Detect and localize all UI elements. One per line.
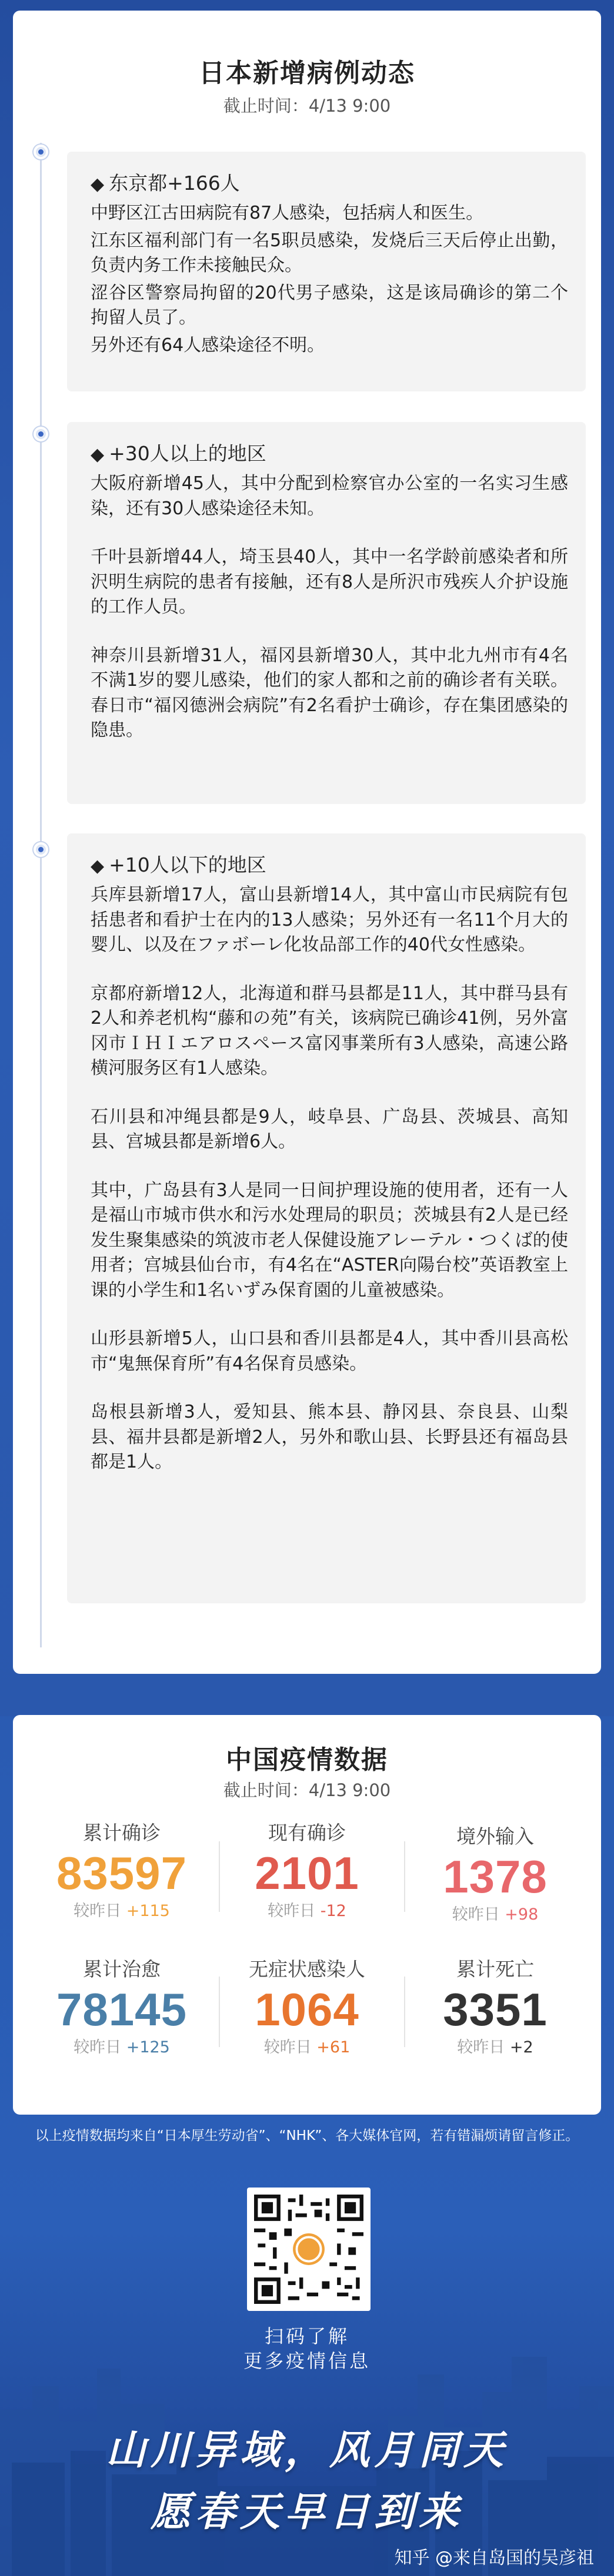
section-paragraph: 山形县新增5人，山口县和香川县都是4人，其中香川县高松市“鬼無保育所”有4名保育员感染。 <box>91 1328 568 1374</box>
stat-label: 累计死亡 <box>456 1958 534 1981</box>
stat-value: 2101 <box>255 1847 359 1899</box>
watermark-text: 知乎 @来自岛国的吴彦祖 <box>394 2548 594 2568</box>
stat-delta: 较昨日 +98 <box>452 1905 539 1924</box>
qr-caption-line1: 扫码了解 <box>264 2325 349 2347</box>
stat-label: 累计确诊 <box>83 1821 161 1844</box>
section-heading-text: +10人以下的地区 <box>109 853 266 876</box>
section-heading-text: 东京都+166人 <box>109 172 240 195</box>
stat-cumulative-confirmed <box>25 1820 219 1923</box>
diamond-bullet-icon: ◆ <box>91 856 105 876</box>
stat-delta: 较昨日 +115 <box>74 1902 170 1920</box>
stat-delta-value: +2 <box>509 2038 533 2056</box>
stat-delta-value: +115 <box>126 1902 170 1920</box>
stat-label: 无症状感染人 <box>249 1958 365 1981</box>
timeline-dot-icon <box>34 842 48 857</box>
data-source-disclaimer: 以上疫情数据均来自“日本厚生劳动省”、“NHK”、各大媒体官网，若有错漏烦请留言修正。 <box>35 2128 579 2143</box>
section-paragraph: 其中，广岛县有3人是同一日间护理设施的使用者，还有一人是福山市城市供水和污水处理局的职员；茨城县有2人是已经发生聚集感染的筑波市老人保健设施アレーテル・つくば的使用者；宫城县仙台市，有4名在“ASTER向陽台校”英语教室上课的小学生和1名いずみ保育園的儿童被感染。 <box>91 1180 568 1301</box>
stat-value: 83597 <box>56 1847 187 1899</box>
qr-code-icon <box>254 2195 363 2304</box>
timeline-dot-icon <box>34 427 48 441</box>
stat-label: 境外输入 <box>456 1825 534 1848</box>
japan-card-cutoff: 截止时间：4/13 9:00 <box>223 96 391 116</box>
qr-code[interactable] <box>247 2188 371 2311</box>
slogan-line1: 山川异域，风月同天 <box>105 2427 508 2474</box>
section-paragraph: 涩谷区警察局拘留的20代男子感染，这是该局确诊的第二个拘留人员了。 <box>91 282 568 328</box>
japan-cases-card <box>13 11 601 1674</box>
section-paragraph: 京都府新增12人，北海道和群马县都是11人，其中群马县有2人和养老机构“藤和の苑”有关，该病院已确诊41例，另外富冈市ＩＨＩエアロスペース富冈事業所有3人感染，高速公路横河服务区有1人感染。 <box>91 983 568 1078</box>
stat-value: 3351 <box>443 1984 548 2035</box>
section-paragraph: 神奈川县新增31人，福冈县新增30人，其中北九州市有4名不满1岁的婴儿感染，他们的家人都和之前的确诊者有关联。春日市“福冈德洲会病院”有2名看护士确诊，存在集团感染的隐患。 <box>91 645 568 741</box>
japan-card-title: 日本新增病例动态 <box>199 58 415 88</box>
section-paragraph: 岛根县新增3人，爱知县、熊本县、静冈县、奈良县、山梨县、福井县都是新增2人，另外和歌山县、长野县还有福岛县都是1人。 <box>91 1402 568 1472</box>
stat-imported <box>398 1823 592 1927</box>
section-over-30 <box>67 422 586 804</box>
stat-delta: 较昨日 +2 <box>457 2038 533 2056</box>
diamond-bullet-icon: ◆ <box>91 444 105 465</box>
section-paragraph: 大阪府新增45人，其中分配到检察官办公室的一名实习生感染，还有30人感染途径未知。 <box>91 473 568 519</box>
china-card-cutoff: 截止时间：4/13 9:00 <box>223 1780 391 1800</box>
qr-caption-line2: 更多疫情信息 <box>243 2350 371 2372</box>
stat-value: 78145 <box>56 1984 187 2035</box>
stat-delta: 较昨日 +125 <box>74 2038 170 2056</box>
stat-delta: 较昨日 -12 <box>268 1902 346 1920</box>
stat-label: 现有确诊 <box>268 1821 346 1844</box>
section-heading <box>91 852 568 879</box>
section-paragraph: 中野区江古田病院有87人感染，包括病人和医生。 <box>91 203 484 223</box>
stat-delta-value: -12 <box>320 1902 346 1920</box>
section-under-10 <box>67 833 586 1603</box>
stat-delta-value: +125 <box>126 2038 170 2056</box>
section-heading-text: +30人以上的地区 <box>109 442 266 465</box>
diamond-bullet-icon: ◆ <box>91 174 105 195</box>
stat-cumulative-cured <box>25 1956 219 2059</box>
section-tokyo <box>67 152 586 391</box>
timeline-line <box>40 143 42 1647</box>
stat-value: 1064 <box>255 1984 359 2035</box>
section-paragraph: 江东区福利部门有一名5职员感染，发烧后三天后停止出勤，负责内务工作未接触民众。 <box>91 230 568 276</box>
slogan-line2: 愿春天早日到来 <box>150 2488 463 2535</box>
section-paragraph: 兵库县新增17人，富山县新增14人，其中富山市民病院有包括患者和看护士在内的13人感染；另外还有一名11个月大的婴儿、以及在ファボーレ化妆品部工作的40代女性感染。 <box>91 885 568 955</box>
section-paragraph: 千叶县新增44人，埼玉县40人，其中一名学龄前感染者和所沢明生病院的患者有接触，还有8人是所沢市残疾人介护设施的工作人员。 <box>91 547 568 617</box>
stat-delta-value: +98 <box>505 1905 539 1924</box>
china-card-title: 中国疫情数据 <box>226 1745 388 1775</box>
stat-label: 累计治愈 <box>83 1958 161 1981</box>
section-heading <box>91 170 568 197</box>
stat-delta-value: +61 <box>316 2038 351 2056</box>
stat-current-confirmed <box>210 1820 404 1923</box>
stat-delta: 较昨日 +61 <box>263 2038 351 2056</box>
stat-value: 1378 <box>443 1851 548 1902</box>
china-stats-card <box>13 1715 601 2115</box>
section-heading <box>91 441 568 468</box>
section-paragraph: 另外还有64人感染途径不明。 <box>91 334 325 356</box>
stat-cumulative-deaths <box>398 1956 592 2059</box>
timeline-dot-icon <box>34 145 48 159</box>
section-paragraph: 石川县和冲绳县都是9人，岐阜县、广岛县、茨城县、高知县、宫城县都是新增6人。 <box>91 1106 568 1152</box>
stat-asymptomatic <box>210 1956 404 2059</box>
